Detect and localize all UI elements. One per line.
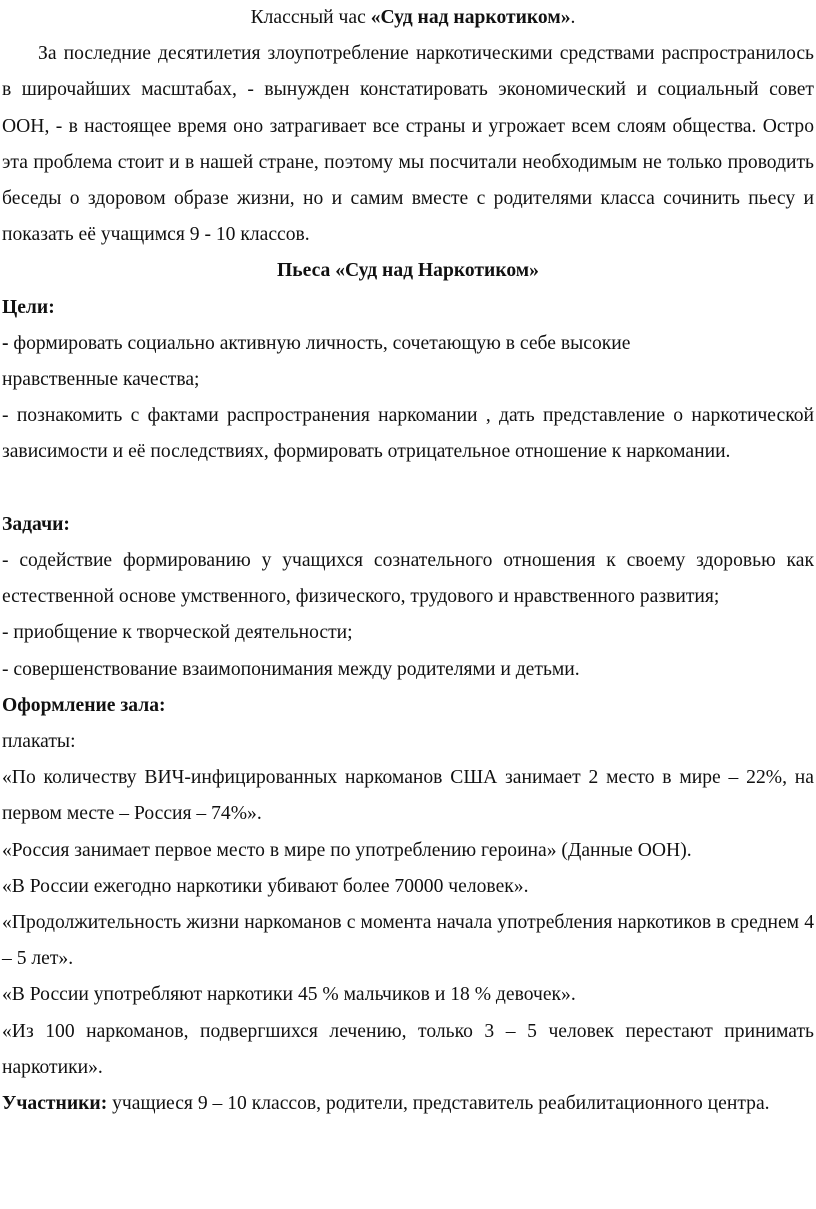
title-suffix: .	[570, 7, 576, 28]
poster-item: «В России употребляют наркотики 45 % мальчиков и 18 % девочек».	[2, 984, 576, 1006]
intro-paragraph: За последние десятилетия злоупотребление наркотическими средствами распространилось в широчайших масштабах, - вынужден констатировать экономический и социальный совет ООН, - в настоящее время оно затрагивает все страны и угрожает всем слоям общества. Остро эта проблема стоит и в нашей стране, поэтому мы посчитали необходимым не только проводить беседы о здоровом образе жизни, но и самим вместе с родителями класса сочинить пьесу и показать её учащимся 9 - 10 классов.	[2, 43, 814, 246]
goal-item-1-line1: формировать социально активную личность, сочетающую в себе высокие	[8, 332, 631, 354]
goal-item-1	[2, 326, 814, 362]
poster-item: «Из 100 наркоманов, подвергшихся лечению, только 3 – 5 человек перестают принимать наркотики».	[2, 1020, 814, 1078]
participants-text: учащиеся 9 – 10 классов, родители, представитель реабилитационного центра.	[107, 1093, 770, 1115]
class-hour-title	[2, 0, 814, 36]
play-title-text: Пьеса «Суд над Наркотиком»	[277, 260, 539, 282]
play-title	[2, 253, 814, 289]
tasks-heading-text: Задачи:	[2, 513, 70, 535]
spacer	[2, 471, 814, 507]
participants	[2, 1086, 814, 1122]
task-item-1: - содействие формированию у учащихся сознательного отношения к своему здоровью как естественной основе умственного, физического, трудового и нравственного развития;	[2, 550, 814, 608]
title-prefix: Классный час	[250, 7, 371, 28]
goal-item-1-cont: нравственные качества;	[2, 369, 200, 391]
task-item-2: - приобщение к творческой деятельности;	[2, 622, 353, 644]
poster-item: «Продолжительность жизни наркоманов с момента начала употребления наркотиков в среднем 4 – 5 лет».	[2, 912, 814, 970]
goal-item-1-dash: -	[2, 332, 9, 354]
goals-heading	[2, 290, 814, 326]
goals-heading-text: Цели:	[2, 296, 55, 318]
participants-label: Участники:	[2, 1093, 108, 1115]
poster-item: «По количеству ВИЧ-инфицированных наркоманов США занимает 2 место в мире – 22%, на первом месте – Россия – 74%».	[2, 767, 814, 825]
hall-heading	[2, 688, 814, 724]
tasks-heading	[2, 507, 814, 543]
title-text: «Суд над наркотиком»	[370, 7, 571, 28]
hall-heading-text: Оформление зала:	[2, 694, 166, 716]
poster-item: «Россия занимает первое место в мире по употреблению героина» (Данные ООН).	[2, 839, 692, 861]
goal-item-2: - познакомить с фактами распространения наркомании , дать представление о наркотической зависимости и её последствиях, формировать отрицательное отношение к наркомании.	[2, 405, 814, 463]
poster-item: «В России ежегодно наркотики убивают более 70000 человек».	[2, 875, 529, 897]
posters-label: плакаты:	[2, 731, 76, 753]
task-item-3: - совершенствование взаимопонимания между родителями и детьми.	[2, 658, 580, 680]
